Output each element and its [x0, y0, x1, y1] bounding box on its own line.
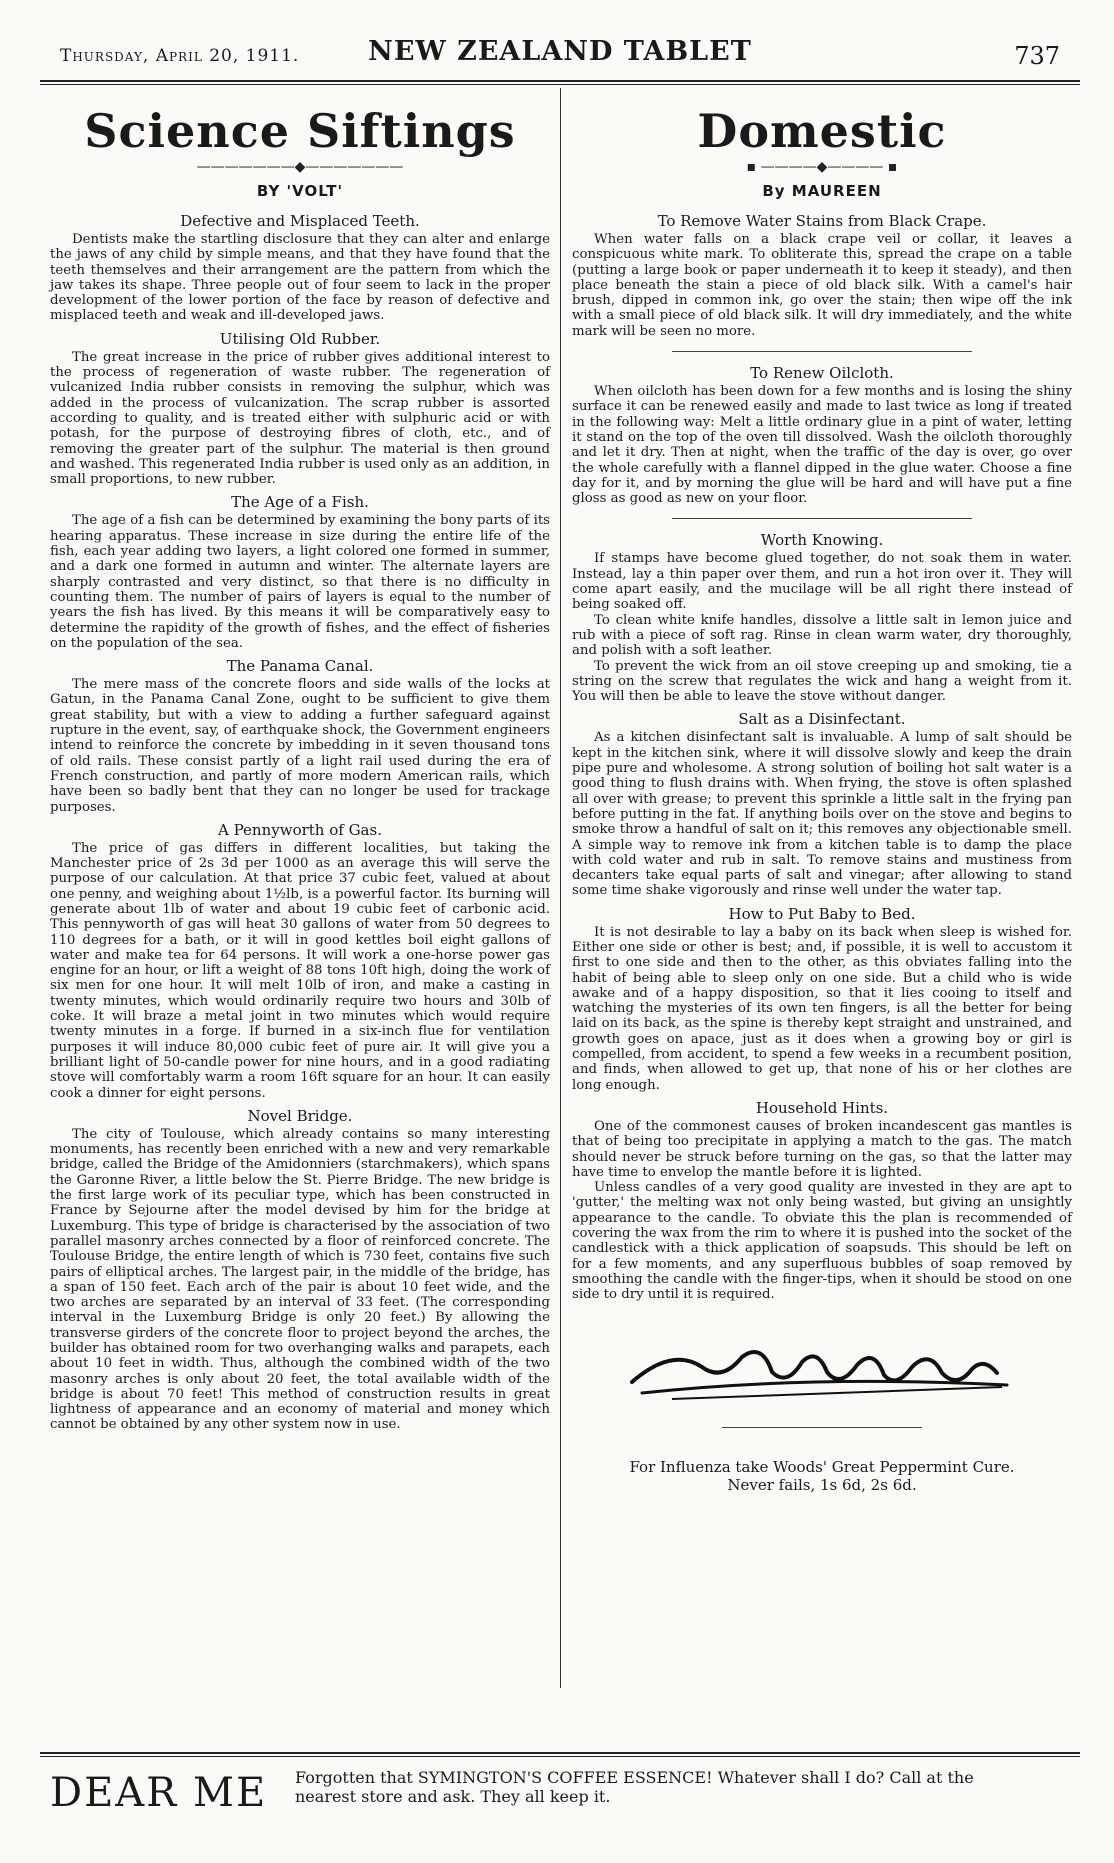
article-paragraph: The mere mass of the concrete floors and side walls of the locks at Gatun, in the Panama Canal Zone, ought to be sufficient to give them great stability, but with a view to adding a further safeguard against rupture in the event, say, of earthquake shock, the Government engineers intend to reinforce the concrete by imbedding in it seven thousand tons of old rails. These consist partly of a light rail used during the era of French construction, and partly of more modern American rails, which have been so badly bent that they can no longer be used for trackage purposes. — [50, 677, 550, 815]
article-title: The Age of a Fish. — [231, 493, 369, 512]
article-separator — [672, 518, 972, 519]
article-title: A Pennyworth of Gas. — [218, 820, 382, 839]
signature-graphic — [612, 1327, 1072, 1407]
article-paragraph: It is not desirable to lay a baby on its back when sleep is wished for. Either one side or other is best; and, if possible, it is well to accustom it first to one side and then to the other, as this obviates falling into the habit of being able to sleep only on one side. But a child who is wide awake and of a happy disposition, so that it lies cooing to itself and watching the mysteries of its own ten fingers, is all the better for being laid on its back, as the spine is thereby kept straight and unstrained, and growth goes on apace, just as it does when a growing boy or girl is compelled, from accident, to spend a few weeks in a recumbent position, and finds, when allowed to get up, that none of his or her clothes are long enough. — [572, 924, 1072, 1093]
article-paragraph: The age of a fish can be determined by examining the bony parts of its hearing apparatus. These increase in size during the entire life of the fish, each year adding two layers, a light colored one formed in summer, and a dark one formed in autumn and winter. The alternate layers are sharply contrasted and very distinct, so that there is no difficulty in counting them. The number of pairs of layers is equal to the number of years the fish has lived. By this means it will be comparatively easy to determine the rapidity of the growth of fishes, and the effect of fisheries on the population of the sea. — [50, 513, 550, 651]
article-title: Worth Knowing. — [760, 531, 884, 550]
footer-rule-thin — [40, 1756, 1080, 1757]
science-siftings-column — [50, 96, 550, 1433]
byline: By MAUREEN — [762, 182, 882, 200]
page-number: 737 — [1014, 42, 1060, 70]
article-title: Novel Bridge. — [247, 1106, 353, 1125]
newspaper-title: NEW ZEALAND TABLET — [368, 36, 752, 67]
column-heading: Science Siftings — [84, 104, 516, 158]
article-paragraph: One of the commonest causes of broken incandescent gas mantles is that of being too precipitate in applying a match to the gas. The match should never be struck before turning on the gas, so that the latter may have time to envelop the mantle before it is lighted. — [572, 1118, 1072, 1180]
ad-line-2: Never fails, 1s 6d, 2s 6d. — [727, 1475, 917, 1494]
article-paragraph: To clean white knife handles, dissolve a little salt in lemon juice and rub with a piece of soft rag. Rinse in clean warm water, dry thoroughly, and polish with a soft leather. — [572, 612, 1072, 659]
article-title: How to Put Baby to Bed. — [728, 904, 916, 923]
column-heading: Domestic — [697, 104, 947, 158]
article-title: To Remove Water Stains from Black Crape. — [657, 212, 987, 230]
footer-advertisement — [40, 1760, 1080, 1850]
article-title: The Panama Canal. — [226, 657, 374, 676]
domestic-column — [572, 96, 1072, 1494]
ornament-divider: ▪ ————◆———— ▪ — [746, 159, 898, 175]
article-title: To Renew Oilcloth. — [750, 364, 894, 383]
article-title: Household Hints. — [755, 1098, 889, 1117]
masthead-rule — [40, 80, 1080, 82]
article-paragraph: The great increase in the price of rubber gives additional interest to the process of regeneration of waste rubber. The regeneration of vulcanized India rubber consists in removing the sulphur, which was added in the process of vulcanization. The scrap rubber is assorted according to quality, and is treated either with sulphuric acid or with potash, for the purpose of destroying fibres of cloth, etc., and of removing the greater part of the sulphur. The material is then ground and washed. This regenerated India rubber is used only as an addition, in small proportions, to new rubber. — [50, 349, 550, 488]
article-paragraph: The city of Toulouse, which already contains so many interesting monuments, has recently been enriched with a new and very remarkable bridge, called the Bridge of the Amidonniers (starchmakers), which spans the Garonne River, a little below the St. Pierre Bridge. The new bridge is the first large work of its peculiar type, which has been constructed in France by Sejourne after the model devised by him for the bridge at Luxemburg. This type of bridge is characterised by the association of two parallel masonry arches connected by a floor of reinforced concrete. The Toulouse Bridge, the entire length of which is 730 feet, contains five such pairs of elliptical arches. The largest pair, in the middle of the bridge, has a span of 150 feet. Each arch of the pair is about 10 feet wide, and the two arches are separated by an interval of 33 feet. (The corresponding interval in the Luxemburg Bridge is only 20 feet.) By allowing the transverse girders of the concrete floor to project beyond the arches, the builder has obtained room for two overhanging walks and parapets, each about 10 feet in width. Thus, although the combined width of the two masonry arches is only about 20 feet, the total available width of the bridge is about 70 feet! This method of construction results in great lightness of appearance and an economy of material and money which cannot be obtained by any other system now in use. — [50, 1126, 550, 1433]
article-paragraph: Unless candles of a very good quality are invested in they are apt to 'gutter,' the melting wax not only being wasted, but giving an unsightly appearance to the candle. To obviate this the plan is recommended of covering the wax from the rim to where it is pushed into the socket of the candlestick with a thick application of soapsuds. This should be left on for a few moments, and any superfluous bubbles of soap removed by smoothing the candle with the finger-tips, when it should be stood on one side to dry until it is required. — [572, 1180, 1072, 1303]
article-paragraph: When water falls on a black crape veil or collar, it leaves a conspicuous white mark. To obliterate this, spread the crape on a table (putting a large book or paper underneath it to keep it steady), and then place beneath the stain a piece of old black silk. With a camel's hair brush, dipped in common ink, go over the stain; then wipe off the ink with a small piece of old black silk. It will dry immediately, and the white mark will be seen no more. — [572, 232, 1072, 339]
article-paragraph: The price of gas differs in different localities, but taking the Manchester price of 2s 3d per 1000 as an average this will serve the purpose of our calculation. At that price 37 cubic feet, valued at about one penny, and weighing about 1½lb, is a powerful factor. Its burning will generate about 1lb of water and about 19 cubic feet of carbonic acid. This pennyworth of gas will heat 30 gallons of water from 50 degrees to 110 degrees for a bath, or it will in good kettles boil eight gallons of water and make tea for 64 persons. It will work a one-horse power gas engine for an hour, or lift a weight of 88 tons 10ft high, doing the work of six men for one hour. It will melt 10lb of iron, and make a casting in twenty minutes, which would ordinarily require two hours and 30lb of coke. It will braze a metal joint in two minutes which would require twenty minutes in a forge. If burned in a six-inch flue for ventilation purposes it will induce 80,000 cubic feet of pure air. It will give you a brilliant light of 50-candle power for nine hours, and in a good radiating stove will comfortably warm a room 16ft square for an hour. It can easily cook a dinner for eight persons. — [50, 840, 550, 1101]
issue-date: Thursday, April 20, 1911. — [60, 46, 300, 66]
ornament-divider: ———————◆——————— — [196, 159, 404, 175]
masthead-rule-thin — [40, 84, 1080, 85]
article-paragraph: Dentists make the startling disclosure that they can alter and enlarge the jaws of any child by simple means, and that they have found that the teeth themselves and their arrangement are the pattern from which the jaw takes its shape. Three people out of four seem to lack in the proper development of the lower portion of the face by reason of defective and misplaced teeth and weak and ill-developed jaws. — [50, 232, 550, 324]
article-list — [572, 212, 1072, 1303]
article-paragraph: As a kitchen disinfectant salt is invaluable. A lump of salt should be kept in the kitchen sink, where it will dissolve slowly and keep the drain pipe pure and wholesome. A strong solution of boiling hot salt water is a good thing to flush drains with. When frying, the stove is often splashed all over with grease; to prevent this sprinkle a little salt in the frying pan before putting in the fat. If anything boils over on the stove and begins to smoke throw a handful of salt on it; this removes any objectionable smell. A simple way to remove ink from a kitchen table is to damp the place with cold water and rub in salt. To remove stains and mustiness from decanters take equal parts of salt and vinegar; after allowing to stand some time shake vigorously and rinse well under the water tap. — [572, 730, 1072, 899]
article-paragraph: If stamps have become glued together, do not soak them in water. Instead, lay a thin paper over them, and run a hot iron over it. They will come apart easily, and the mucilage will be all right there instead of being soaked off. — [572, 551, 1072, 613]
ad-headline: DEAR ME — [50, 1770, 268, 1816]
peppermint-cure-ad — [572, 1458, 1072, 1494]
article-title: Utilising Old Rubber. — [219, 329, 381, 348]
section-rule — [722, 1427, 922, 1428]
byline: BY 'VOLT' — [256, 182, 344, 200]
article-paragraph: When oilcloth has been down for a few months and is losing the shiny surface it can be renewed easily and made to last twice as long if treated in the following way: Melt a little ordinary glue in a pint of water, letting it stand on the top of the oven till dissolved. Wash the oilcloth thoroughly and let it dry. Then at night, when the traffic of the day is over, go over the whole carefully with a flannel dipped in the glue water. Choose a fine day for it, and by morning the glue will be hard and will have put a fine gloss as good as new on your floor. — [572, 384, 1072, 507]
ad-copy: Forgotten that SYMINGTON'S COFFEE ESSENCE! Whatever shall I do? Call at the nearest store and ask. They all keep it. — [295, 1768, 974, 1806]
column-divider — [560, 88, 561, 1688]
masthead — [40, 36, 1080, 84]
ad-line-1: For Influenza take Woods' Great Peppermint Cure. — [629, 1457, 1015, 1476]
footer-rule — [40, 1752, 1080, 1754]
article-title: Salt as a Disinfectant. — [738, 710, 906, 729]
article-separator — [672, 351, 972, 352]
article-title: Defective and Misplaced Teeth. — [180, 212, 420, 230]
article-list — [50, 212, 550, 1433]
article-paragraph: To prevent the wick from an oil stove creeping up and smoking, tie a string on the screw that regulates the wick and hang a weight from it. You will then be able to leave the stove without danger. — [572, 658, 1072, 705]
